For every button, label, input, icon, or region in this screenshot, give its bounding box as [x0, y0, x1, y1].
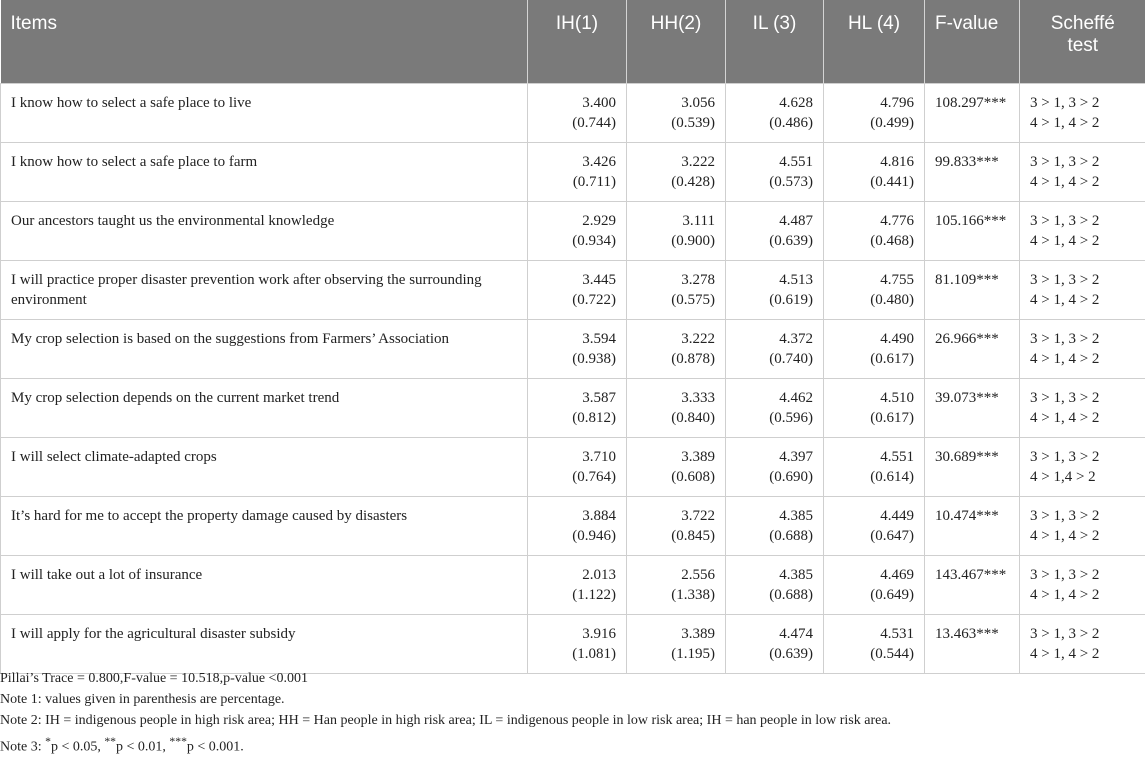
hl-sd: (0.441)	[824, 172, 914, 192]
hh-sd: (0.539)	[627, 113, 715, 133]
ih-sd: (0.812)	[528, 408, 616, 428]
ih-mean: 3.884	[528, 506, 616, 526]
ih-cell	[528, 84, 627, 143]
f-value-cell: 99.833***	[925, 143, 1020, 202]
header-il: IL (3)	[726, 0, 824, 84]
ih-mean: 3.594	[528, 329, 616, 349]
scheffe-cell	[1020, 615, 1145, 674]
hl-mean: 4.816	[824, 152, 914, 172]
il-cell	[726, 143, 824, 202]
note-1: Note 1: values given in parenthesis are percentage.	[0, 689, 1145, 710]
item-label: I know how to select a safe place to live	[1, 84, 528, 143]
ih-sd: (1.122)	[528, 585, 616, 605]
il-cell	[726, 438, 824, 497]
il-mean: 4.474	[726, 624, 813, 644]
il-sd: (0.639)	[726, 644, 813, 664]
il-cell	[726, 497, 824, 556]
f-value-cell: 30.689***	[925, 438, 1020, 497]
hl-sd: (0.544)	[824, 644, 914, 664]
hh-mean: 3.722	[627, 506, 715, 526]
hh-sd: (0.878)	[627, 349, 715, 369]
hl-sd: (0.480)	[824, 290, 914, 310]
hl-mean: 4.796	[824, 93, 914, 113]
item-label: I will practice proper disaster prevention work after observing the surrounding environment	[1, 261, 528, 320]
il-sd: (0.688)	[726, 526, 813, 546]
scheffe-line: 4 > 1, 4 > 2	[1030, 644, 1145, 664]
scheffe-line: 4 > 1,4 > 2	[1030, 467, 1145, 487]
ih-cell	[528, 261, 627, 320]
table-row	[1, 438, 1145, 497]
scheffe-cell	[1020, 202, 1145, 261]
scheffe-line: 3 > 1, 3 > 2	[1030, 624, 1145, 644]
hl-cell	[824, 615, 925, 674]
scheffe-line: 4 > 1, 4 > 2	[1030, 585, 1145, 605]
header-scheffe-line1: Scheffé	[1020, 13, 1145, 35]
ih-sd: (0.722)	[528, 290, 616, 310]
scheffe-line: 3 > 1, 3 > 2	[1030, 211, 1145, 231]
scheffe-cell	[1020, 556, 1145, 615]
scheffe-line: 3 > 1, 3 > 2	[1030, 447, 1145, 467]
il-sd: (0.688)	[726, 585, 813, 605]
hl-sd: (0.649)	[824, 585, 914, 605]
hh-cell	[627, 84, 726, 143]
scheffe-line: 3 > 1, 3 > 2	[1030, 329, 1145, 349]
scheffe-line: 4 > 1, 4 > 2	[1030, 408, 1145, 428]
hh-mean: 3.056	[627, 93, 715, 113]
scheffe-line: 4 > 1, 4 > 2	[1030, 526, 1145, 546]
scheffe-line: 4 > 1, 4 > 2	[1030, 349, 1145, 369]
scheffe-cell	[1020, 379, 1145, 438]
hh-sd: (0.575)	[627, 290, 715, 310]
hh-mean: 3.389	[627, 447, 715, 467]
hl-cell	[824, 320, 925, 379]
il-cell	[726, 202, 824, 261]
table-row	[1, 379, 1145, 438]
scheffe-line: 3 > 1, 3 > 2	[1030, 93, 1145, 113]
hl-sd: (0.647)	[824, 526, 914, 546]
item-label: I know how to select a safe place to farm	[1, 143, 528, 202]
il-cell	[726, 320, 824, 379]
il-sd: (0.690)	[726, 467, 813, 487]
hh-mean: 3.222	[627, 329, 715, 349]
header-scheffe	[1020, 0, 1145, 84]
ih-sd: (0.938)	[528, 349, 616, 369]
il-sd: (0.486)	[726, 113, 813, 133]
hh-sd: (1.195)	[627, 644, 715, 664]
hh-sd: (1.338)	[627, 585, 715, 605]
scheffe-line: 4 > 1, 4 > 2	[1030, 290, 1145, 310]
table-body	[1, 84, 1145, 674]
hl-mean: 4.551	[824, 447, 914, 467]
hh-mean: 3.389	[627, 624, 715, 644]
il-mean: 4.397	[726, 447, 813, 467]
table-row	[1, 202, 1145, 261]
hh-sd: (0.840)	[627, 408, 715, 428]
il-cell	[726, 556, 824, 615]
scheffe-line: 3 > 1, 3 > 2	[1030, 506, 1145, 526]
f-value-cell: 81.109***	[925, 261, 1020, 320]
ih-mean: 3.445	[528, 270, 616, 290]
hl-cell	[824, 202, 925, 261]
ih-cell	[528, 320, 627, 379]
scheffe-line: 4 > 1, 4 > 2	[1030, 172, 1145, 192]
il-cell	[726, 261, 824, 320]
hl-cell	[824, 556, 925, 615]
il-sd: (0.573)	[726, 172, 813, 192]
f-value-cell: 108.297***	[925, 84, 1020, 143]
hl-mean: 4.531	[824, 624, 914, 644]
il-mean: 4.513	[726, 270, 813, 290]
ih-sd: (0.711)	[528, 172, 616, 192]
ih-sd: (0.946)	[528, 526, 616, 546]
ih-mean: 3.710	[528, 447, 616, 467]
hl-sd: (0.468)	[824, 231, 914, 251]
ih-cell	[528, 379, 627, 438]
hh-cell	[627, 438, 726, 497]
hh-cell	[627, 497, 726, 556]
f-value-cell: 105.166***	[925, 202, 1020, 261]
ih-mean: 3.400	[528, 93, 616, 113]
ih-cell	[528, 143, 627, 202]
hh-sd: (0.428)	[627, 172, 715, 192]
il-sd: (0.740)	[726, 349, 813, 369]
table-row	[1, 556, 1145, 615]
scheffe-line: 3 > 1, 3 > 2	[1030, 388, 1145, 408]
hl-cell	[824, 261, 925, 320]
header-hh: HH(2)	[627, 0, 726, 84]
scheffe-cell	[1020, 320, 1145, 379]
scheffe-line: 3 > 1, 3 > 2	[1030, 152, 1145, 172]
note-3: Note 3: *p < 0.05, **p < 0.01, ***p < 0.001.	[0, 731, 1145, 758]
header-ih: IH(1)	[528, 0, 627, 84]
f-value-cell: 10.474***	[925, 497, 1020, 556]
item-label: It’s hard for me to accept the property damage caused by disasters	[1, 497, 528, 556]
header-f-value: F-value	[925, 0, 1020, 84]
hl-mean: 4.469	[824, 565, 914, 585]
ih-mean: 3.587	[528, 388, 616, 408]
scheffe-line: 4 > 1, 4 > 2	[1030, 113, 1145, 133]
hh-cell	[627, 379, 726, 438]
hh-mean: 3.111	[627, 211, 715, 231]
ih-sd: (0.744)	[528, 113, 616, 133]
hl-mean: 4.776	[824, 211, 914, 231]
ih-mean: 2.929	[528, 211, 616, 231]
note-pillai: Pillai’s Trace = 0.800,F-value = 10.518,p-value <0.001	[0, 668, 1145, 689]
il-mean: 4.487	[726, 211, 813, 231]
ih-mean: 3.916	[528, 624, 616, 644]
il-mean: 4.462	[726, 388, 813, 408]
hh-cell	[627, 202, 726, 261]
table-row	[1, 497, 1145, 556]
item-label: My crop selection is based on the suggestions from Farmers’ Association	[1, 320, 528, 379]
il-cell	[726, 379, 824, 438]
hl-mean: 4.510	[824, 388, 914, 408]
hl-sd: (0.617)	[824, 349, 914, 369]
table-row	[1, 143, 1145, 202]
f-value-cell: 39.073***	[925, 379, 1020, 438]
ih-mean: 2.013	[528, 565, 616, 585]
il-mean: 4.385	[726, 506, 813, 526]
hl-sd: (0.617)	[824, 408, 914, 428]
il-mean: 4.628	[726, 93, 813, 113]
il-sd: (0.639)	[726, 231, 813, 251]
scheffe-cell	[1020, 261, 1145, 320]
hh-sd: (0.900)	[627, 231, 715, 251]
ih-sd: (1.081)	[528, 644, 616, 664]
ih-sd: (0.764)	[528, 467, 616, 487]
il-cell	[726, 615, 824, 674]
header-items: Items	[1, 0, 528, 84]
hl-mean: 4.449	[824, 506, 914, 526]
hl-cell	[824, 84, 925, 143]
hh-cell	[627, 143, 726, 202]
scheffe-cell	[1020, 438, 1145, 497]
il-mean: 4.385	[726, 565, 813, 585]
table-notes	[0, 668, 1145, 758]
ih-cell	[528, 438, 627, 497]
hl-mean: 4.490	[824, 329, 914, 349]
hl-cell	[824, 143, 925, 202]
item-label: I will apply for the agricultural disaster subsidy	[1, 615, 528, 674]
hh-cell	[627, 320, 726, 379]
hh-cell	[627, 261, 726, 320]
scheffe-cell	[1020, 143, 1145, 202]
hl-mean: 4.755	[824, 270, 914, 290]
hh-mean: 3.333	[627, 388, 715, 408]
f-value-cell: 143.467***	[925, 556, 1020, 615]
hh-mean: 2.556	[627, 565, 715, 585]
hl-sd: (0.499)	[824, 113, 914, 133]
header-scheffe-line2: test	[1020, 35, 1145, 57]
il-cell	[726, 84, 824, 143]
ih-cell	[528, 202, 627, 261]
il-mean: 4.372	[726, 329, 813, 349]
il-sd: (0.619)	[726, 290, 813, 310]
ih-cell	[528, 556, 627, 615]
hh-cell	[627, 556, 726, 615]
table-row	[1, 615, 1145, 674]
hh-cell	[627, 615, 726, 674]
table-row	[1, 261, 1145, 320]
hh-sd: (0.608)	[627, 467, 715, 487]
scheffe-line: 4 > 1, 4 > 2	[1030, 231, 1145, 251]
ih-mean: 3.426	[528, 152, 616, 172]
f-value-cell: 26.966***	[925, 320, 1020, 379]
item-label: I will select climate-adapted crops	[1, 438, 528, 497]
hl-cell	[824, 438, 925, 497]
hh-sd: (0.845)	[627, 526, 715, 546]
ih-cell	[528, 615, 627, 674]
hh-mean: 3.278	[627, 270, 715, 290]
note-2: Note 2: IH = indigenous people in high risk area; HH = Han people in high risk area; IL = indigenous people in low risk area; IH = han people in low risk area.	[0, 710, 1145, 731]
hh-mean: 3.222	[627, 152, 715, 172]
ih-cell	[528, 497, 627, 556]
scheffe-cell	[1020, 84, 1145, 143]
header-row	[1, 0, 1145, 84]
hl-sd: (0.614)	[824, 467, 914, 487]
table-row	[1, 320, 1145, 379]
f-value-cell: 13.463***	[925, 615, 1020, 674]
header-hl: HL (4)	[824, 0, 925, 84]
hl-cell	[824, 379, 925, 438]
hl-cell	[824, 497, 925, 556]
scheffe-line: 3 > 1, 3 > 2	[1030, 270, 1145, 290]
ih-sd: (0.934)	[528, 231, 616, 251]
il-sd: (0.596)	[726, 408, 813, 428]
scheffe-line: 3 > 1, 3 > 2	[1030, 565, 1145, 585]
item-label: My crop selection depends on the current market trend	[1, 379, 528, 438]
table-row	[1, 84, 1145, 143]
il-mean: 4.551	[726, 152, 813, 172]
scheffe-cell	[1020, 497, 1145, 556]
item-label: I will take out a lot of insurance	[1, 556, 528, 615]
item-label: Our ancestors taught us the environmental knowledge	[1, 202, 528, 261]
